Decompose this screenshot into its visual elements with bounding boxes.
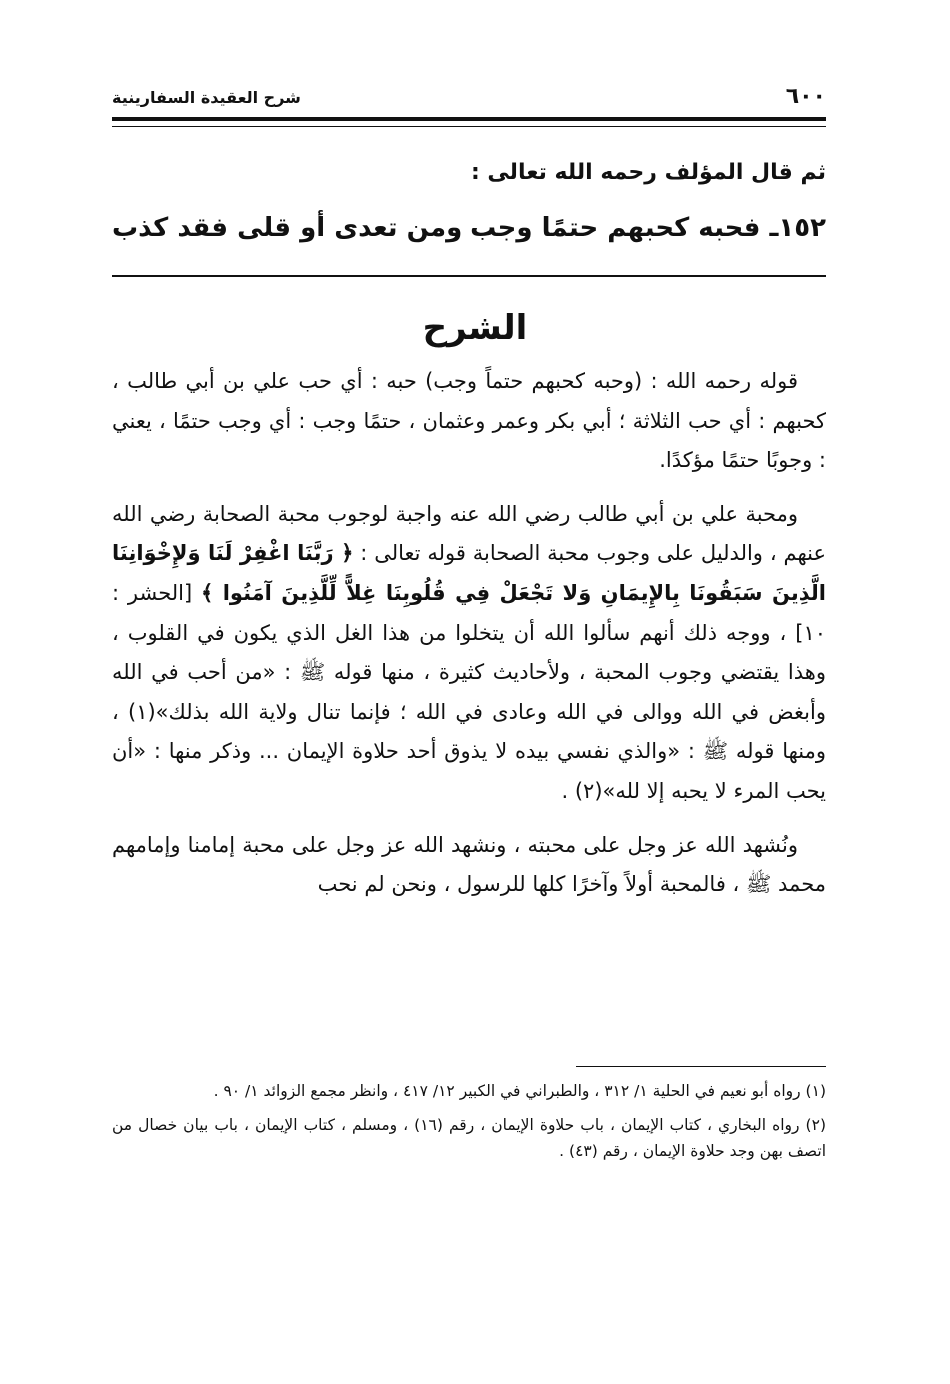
commentary-body bbox=[112, 362, 826, 905]
paragraph-text: ومحبة علي بن أبي طالب رضي الله عنه واجبة لوجوب محبة الصحابة رضي الله عنهم ، والدليل على وجوب محبة الصحابة قوله تعالى : bbox=[112, 501, 827, 566]
intro-line: ثم قال المؤلف رحمه الله تعالى : bbox=[470, 160, 826, 185]
paragraph bbox=[112, 826, 826, 905]
running-title: شرح العقيدة السفارينية bbox=[112, 88, 301, 107]
header-rule-thick bbox=[112, 117, 826, 121]
footnote: (٢) رواه البخاري ، كتاب الإيمان ، باب حلاوة الإيمان ، رقم (١٦) ، ومسلم ، كتاب الإيمان ، باب بيان خصال من اتصف بهن وجد حلاوة الإيمان ، رقم (٤٣) . bbox=[112, 1116, 826, 1160]
paragraph-text: قوله رحمه الله : (وحبه كحبهم حتماً وجب) حبه : أي حب علي بن أبي طالب ، كحبهم : أي حب الثلاثة ؛ أبي بكر وعمر وعثمان ، حتمًا وجب : أي وجب حتمًا ، يعني : وجوبًا حتمًا مؤكدًا. bbox=[112, 369, 826, 473]
verse-first-hemistich: ١٥٢ـ فحبه كحبهم حتمًا وجب bbox=[470, 213, 826, 243]
quran-verse: ﴿ رَبَّنَا اغْفِرْ لَنَا وَلإِخْوَانِنَا الَّذِينَ سَبَقُونَا بِالإِيمَانِ وَلا تَجْعَلْ فِي قُلُوبِنَا غِلاًّ لِّلَّذِينَ آمَنُوا ﴾ bbox=[112, 541, 826, 605]
header-rule-thin bbox=[112, 126, 826, 127]
paragraph-text: ونُشهد الله عز وجل على محبته ، ونشهد الله عز وجل على محبة إمامنا وإمامهم محمد ﷺ ، فالمحبة أولاً وآخرًا كلها للرسول ، ونحن لم نحب bbox=[112, 832, 826, 897]
footnote: (١) رواه أبو نعيم في الحلية ١/ ٣١٢ ، والطبراني في الكبير ١٢/ ٤١٧ ، وانظر مجمع الزوائد ١/ ٩٠ . bbox=[213, 1082, 826, 1100]
footnotes bbox=[112, 1078, 826, 1164]
paragraph bbox=[112, 362, 826, 481]
verse-rule bbox=[112, 275, 826, 277]
poem-verse bbox=[112, 213, 826, 243]
page-number: ٦٠٠ bbox=[785, 84, 826, 109]
verse-second-hemistich: ومن تعدى أو قلى فقد كذب bbox=[112, 213, 463, 243]
paragraph bbox=[112, 495, 826, 812]
paragraph-text: [الحشر : ١٠] ، ووجه ذلك أنهم سألوا الله أن يتخلوا من هذا الغل الذي يكون في القلوب ، وهذا يقتضي وجوب المحبة ، ولأحاديث كثيرة ، منها قوله ﷺ : «من أحب في الله وأبغض في الله ووالى في الله وعادى في الله ؛ فإنما تنال ولاية الله بذلك»(١) ، ومنها قوله ﷺ : «والذي نفسي بيده لا يذوق أحد حلاوة الإيمان ... وذكر منها : «أن يحب المرء لا يحبه إلا لله»(٢) . bbox=[112, 580, 826, 803]
section-heading: الشرح bbox=[422, 308, 528, 348]
footnote-rule bbox=[576, 1066, 826, 1067]
page-header bbox=[112, 84, 826, 109]
